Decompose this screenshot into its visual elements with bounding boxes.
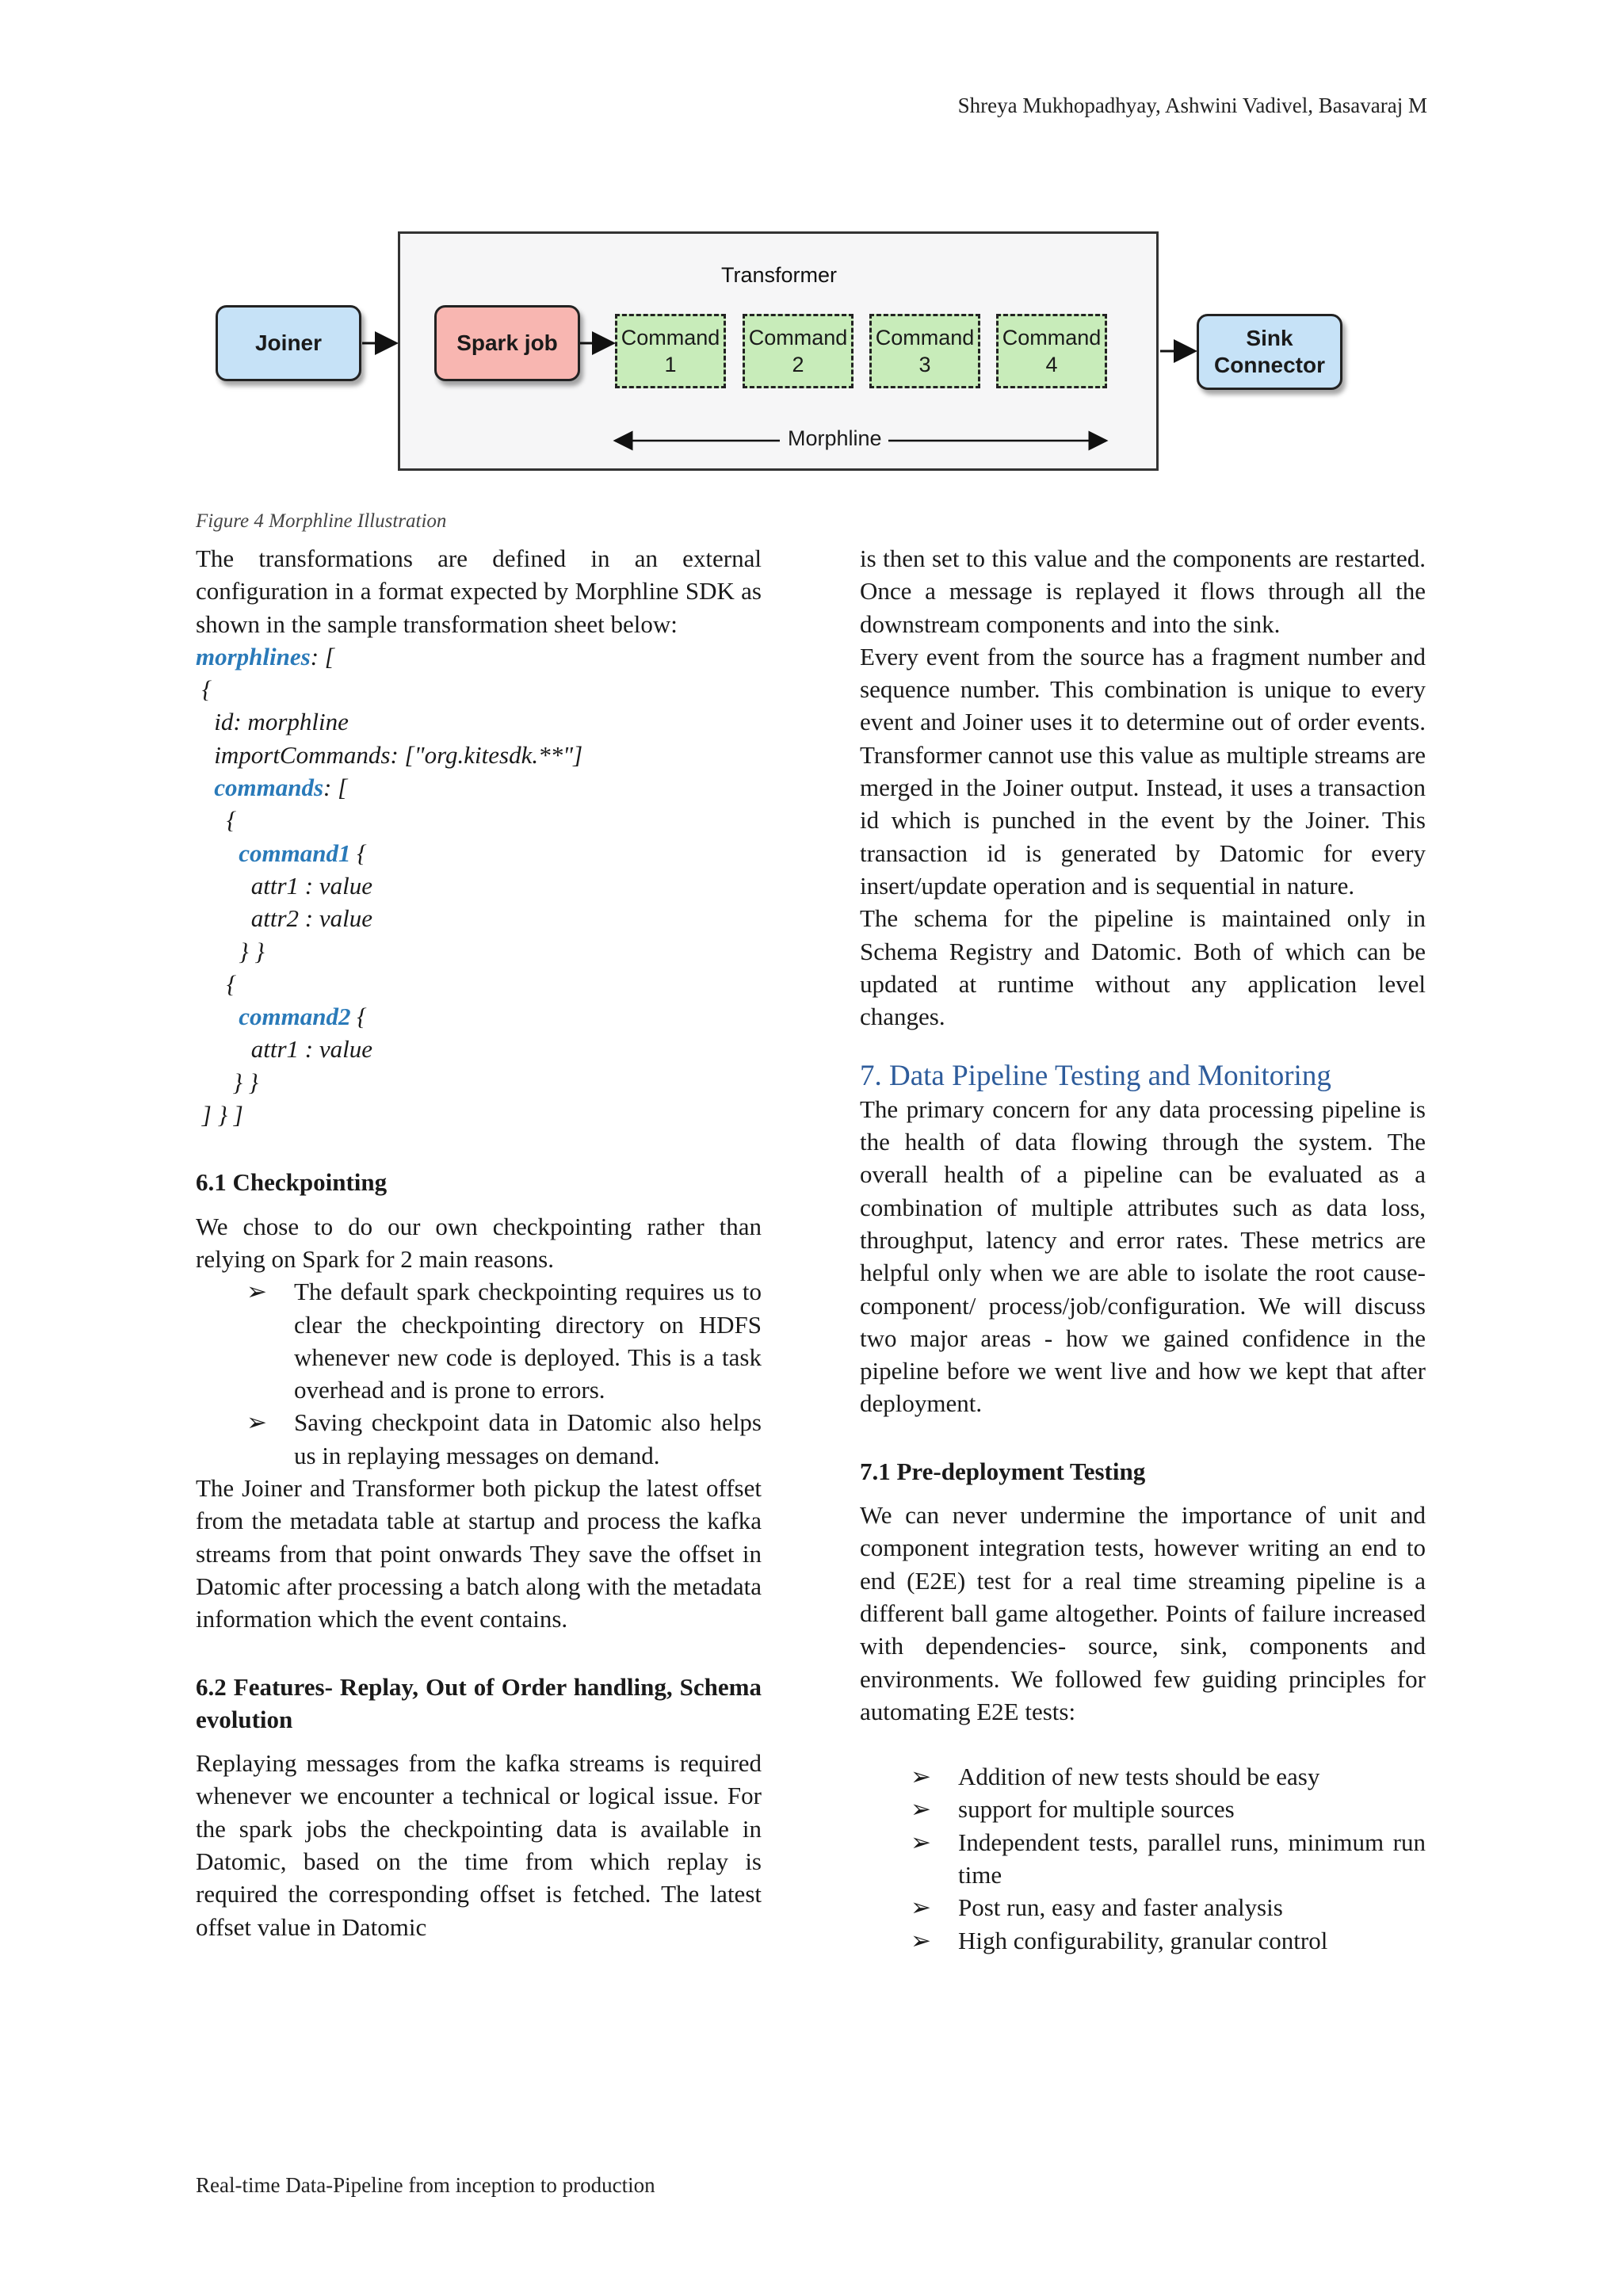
arrow-bullet-icon: ➢	[911, 1828, 931, 1856]
transformer-label: Transformer	[720, 263, 838, 287]
list-item	[860, 1924, 1426, 1957]
code-line	[196, 705, 762, 738]
code-line	[196, 1066, 762, 1098]
joiner-node: Joiner	[216, 305, 361, 381]
bullet-text: Saving checkpoint data in Datomic also helps us in replaying messages on demand.	[294, 1408, 762, 1469]
e2e-principles-list	[860, 1760, 1426, 1957]
running-header-authors: Shreya Mukhopadhyay, Ashwini Vadivel, Basavaraj M	[957, 94, 1427, 117]
code-text: : [	[323, 774, 348, 802]
command-4-node: Command 4	[996, 314, 1107, 388]
section-7-1-body: We can never undermine the importance of unit and component integration tests, however writing an end to end (E2E) test for a real time streaming pipeline is a different ball game altogether. Points of failure increased with dependencies- source, sink, components and environments. We followed few guiding principles for automating E2E tests:	[860, 1501, 1426, 1725]
code-line	[196, 935, 762, 968]
left-column	[196, 542, 762, 1943]
section-7-1-heading: 7.1 Pre-deployment Testing	[860, 1457, 1146, 1485]
running-footer-title: Real-time Data-Pipeline from inception to production	[196, 2173, 655, 2197]
code-text: {	[201, 675, 212, 704]
code-line	[196, 804, 762, 836]
code-text: {	[350, 839, 367, 867]
command-3-node: Command 3	[869, 314, 980, 388]
arrow-bullet-icon: ➢	[246, 1278, 267, 1306]
figure-caption: Figure 4 Morphline Illustration	[196, 510, 447, 532]
section-6-2-heading: 6.2 Features- Replay, Out of Order handling, Schema evolution	[196, 1672, 762, 1733]
list-item	[196, 1275, 762, 1406]
list-item	[860, 1826, 1426, 1892]
bullet-text: Independent tests, parallel runs, minimum run time	[958, 1828, 1426, 1889]
sink-connector-node: Sink Connector	[1197, 314, 1342, 390]
code-text: attr2 : value	[250, 904, 372, 933]
bullet-text: High configurability, granular control	[958, 1926, 1328, 1954]
section-7-body: The primary concern for any data processing pipeline is the health of data flowing through the system. The overall health of a pipeline can be evaluated as a combination of multiple attributes such as data loss, throughput, latency and error rates. These metrics are helpful only when we are able to isolate the root cause- component/ process/job/configuration. We will discuss two major areas - how we gained confidence in the pipeline before we went live and how we kept that after deployment.	[860, 1095, 1426, 1418]
code-text: importCommands: ["org.kitesdk.**"]	[214, 740, 583, 769]
intro-paragraph: The transformations are defined in an external configuration in a format expected by Morphline SDK as shown in the sample transformation sheet below:	[196, 544, 762, 638]
arrow-bullet-icon: ➢	[911, 1795, 931, 1824]
spark-job-node: Spark job	[434, 305, 580, 381]
bullet-text: The default spark checkpointing requires us to clear the checkpointing directory on HDFS whenever new code is deployed. This is a task overhead and is prone to errors.	[294, 1278, 762, 1404]
code-text: } }	[232, 1068, 259, 1096]
code-line	[196, 771, 762, 804]
code-text: attr1 : value	[250, 871, 372, 900]
command-2-node: Command 2	[743, 314, 854, 388]
morphline-label: Morphline	[781, 426, 888, 451]
command-1-node: Command 1	[615, 314, 726, 388]
out-of-order-paragraph: Every event from the source has a fragment number and sequence number. This combination is unique to every event and Joiner uses it to determine out of order events. Transformer cannot use this value as multiple streams are merged in the Joiner output. Instead, it uses a transaction id which is punched in the event by the Joiner. This transaction id is generated by Datomic for every insert/update operation and is sequential in nature.	[860, 642, 1426, 900]
list-item	[860, 1891, 1426, 1924]
arrow-bullet-icon: ➢	[246, 1408, 267, 1437]
code-text: {	[350, 1003, 367, 1031]
right-column	[860, 542, 1426, 1957]
code-line	[196, 640, 762, 673]
section-6-1-heading: 6.1 Checkpointing	[196, 1168, 388, 1197]
checkpoint-bullet-list	[196, 1275, 762, 1472]
code-text: id: morphline	[214, 708, 349, 736]
arrow-bullet-icon: ➢	[911, 1926, 931, 1954]
morphline-figure	[0, 0, 1623, 507]
section-6-2-body: Replaying messages from the kafka streams is required whenever we encounter a technical or logical issue. For the spark jobs the checkpointing data is available in Datomic, based on the time from which replay is required the corresponding offset is fetched. The latest offset value in Datomic	[196, 1749, 762, 1941]
code-line	[196, 1098, 762, 1131]
code-line	[196, 869, 762, 902]
code-text: ] } ]	[201, 1101, 243, 1129]
schema-paragraph: The schema for the pipeline is maintained only in Schema Registry and Datomic. Both of which can be updated at runtime without any application level changes.	[860, 904, 1426, 1031]
morphline-code-block	[196, 640, 762, 1131]
bullet-text: Post run, easy and faster analysis	[958, 1893, 1283, 1922]
code-line	[196, 837, 762, 869]
code-line	[196, 1033, 762, 1065]
replay-continuation: is then set to this value and the components are restarted. Once a message is replayed it flows through all the downstream components and into the sink.	[860, 544, 1426, 638]
code-keyword: commands	[214, 774, 324, 802]
code-line	[196, 968, 762, 1000]
code-line	[196, 902, 762, 934]
list-item	[196, 1406, 762, 1472]
code-keyword: command1	[239, 839, 351, 867]
section-6-1-offset-paragraph: The Joiner and Transformer both pickup the latest offset from the metadata table at startup and process the kafka streams from that point onwards They save the offset in Datomic after processing a batch along with the metadata information which the event contains.	[196, 1474, 762, 1633]
arrow-bullet-icon: ➢	[911, 1893, 931, 1922]
code-line	[196, 739, 762, 771]
code-text: {	[226, 806, 237, 835]
code-line	[196, 673, 762, 705]
list-item	[860, 1760, 1426, 1793]
code-line	[196, 1000, 762, 1033]
code-keyword: command2	[239, 1003, 351, 1031]
code-text: attr1 : value	[250, 1035, 372, 1064]
bullet-text: Addition of new tests should be easy	[958, 1763, 1320, 1791]
bullet-text: support for multiple sources	[958, 1795, 1235, 1824]
code-text: } }	[239, 937, 265, 965]
section-6-1-intro: We chose to do our own checkpointing rather than relying on Spark for 2 main reasons.	[196, 1212, 762, 1273]
section-7-heading: 7. Data Pipeline Testing and Monitoring	[860, 1060, 1331, 1093]
code-keyword: morphlines	[196, 642, 311, 670]
arrow-bullet-icon: ➢	[911, 1763, 931, 1791]
list-item	[860, 1793, 1426, 1825]
code-text: : [	[310, 642, 334, 670]
code-text: {	[226, 969, 237, 998]
